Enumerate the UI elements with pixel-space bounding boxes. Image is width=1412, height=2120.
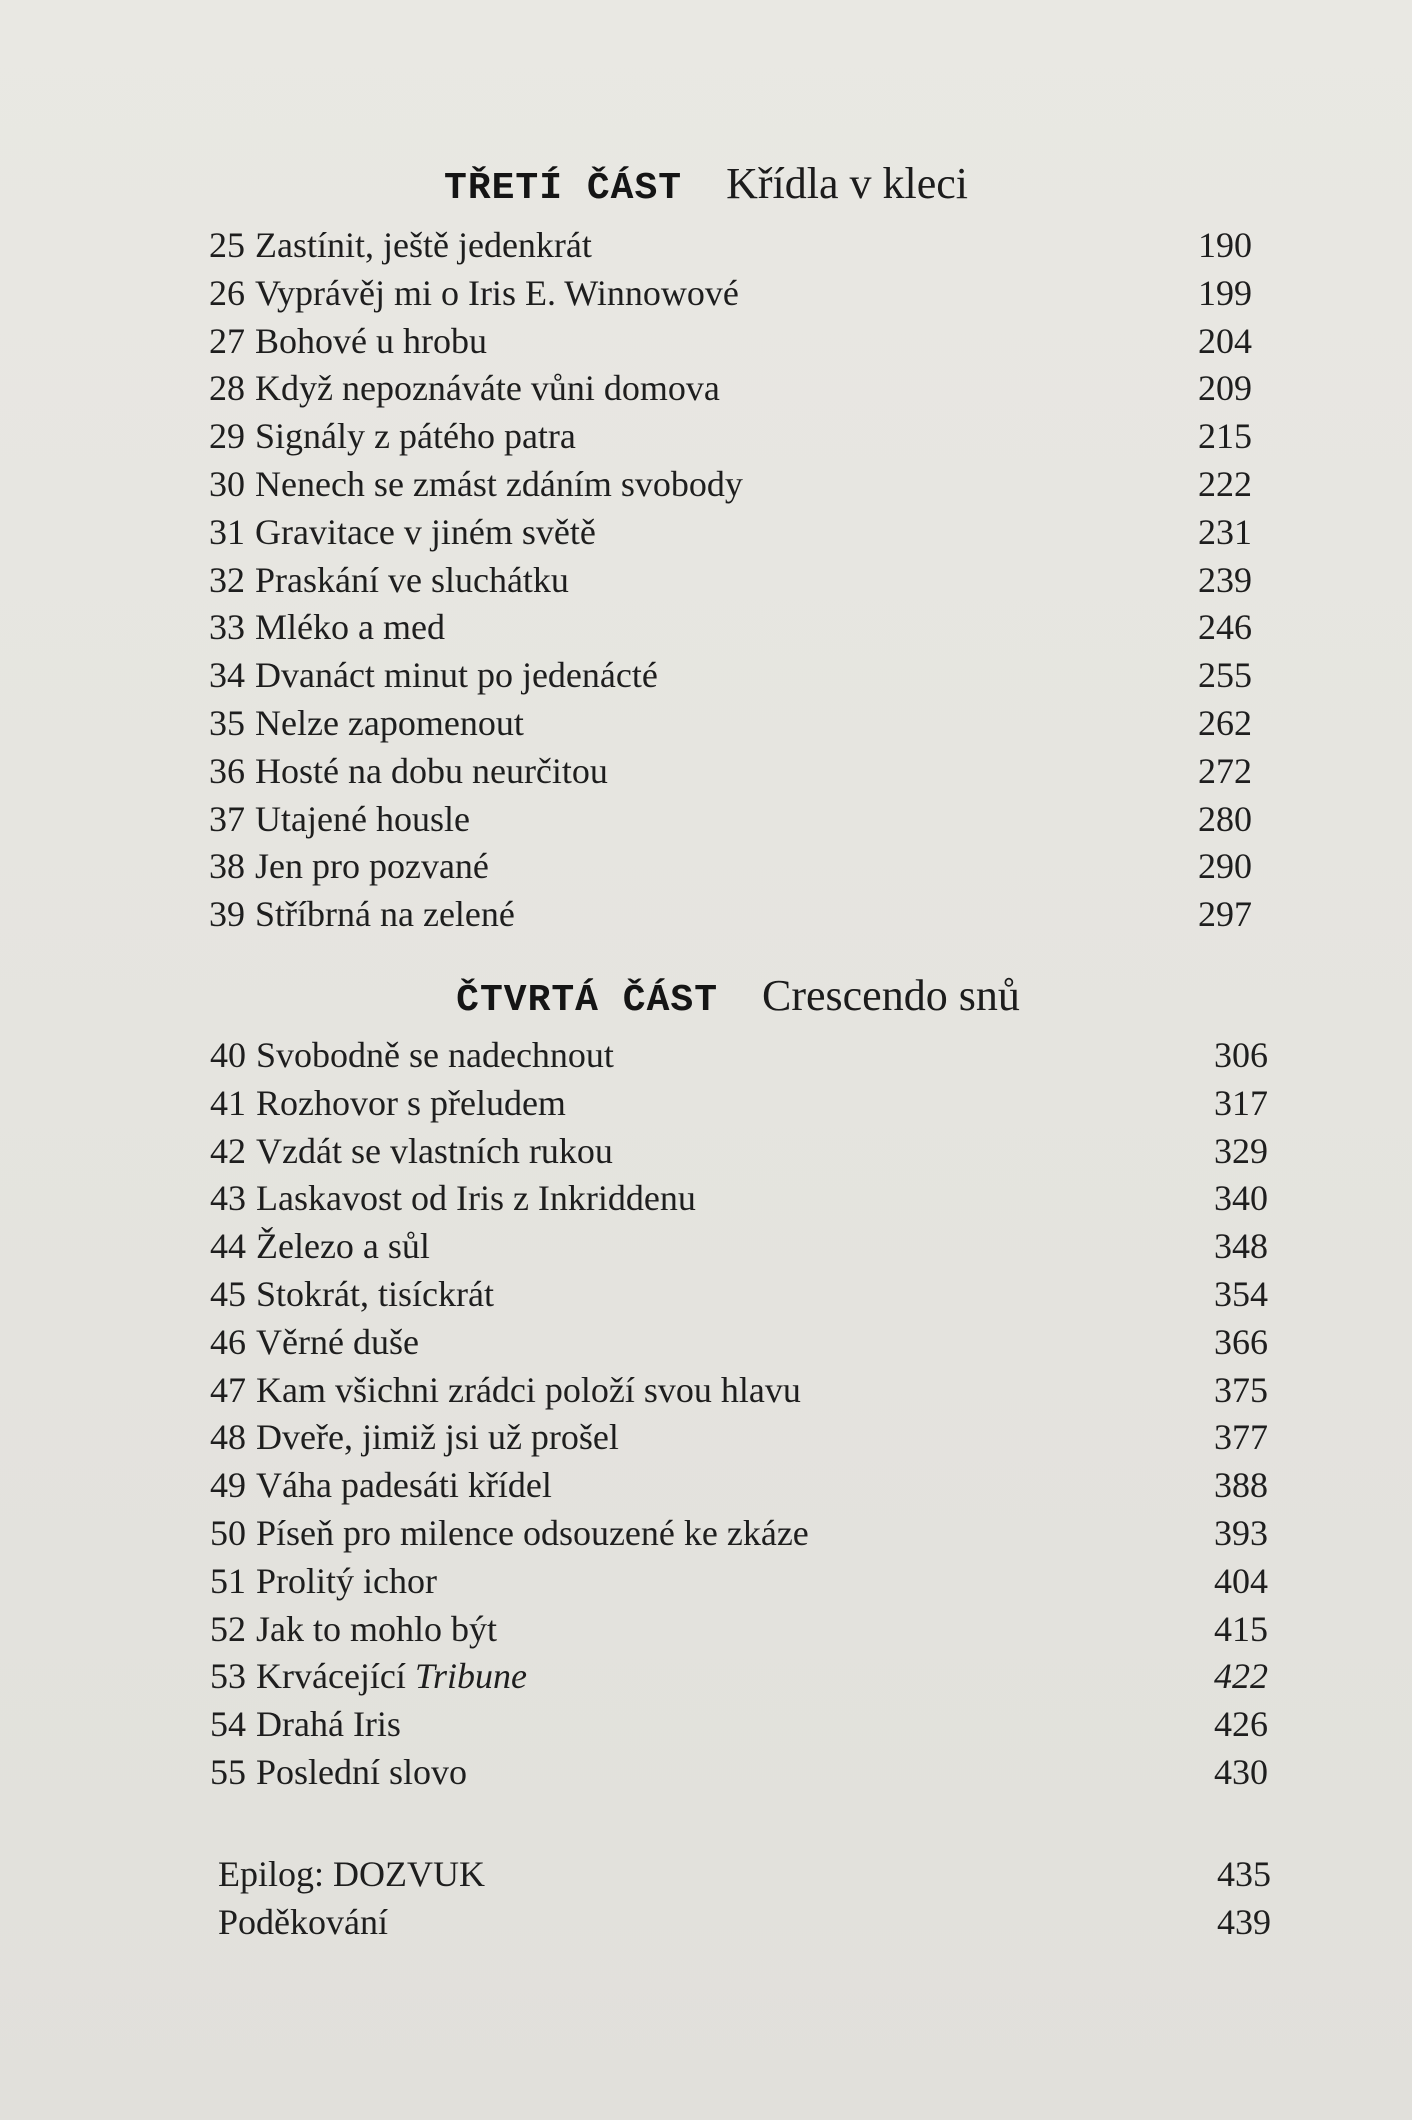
chapter-title: Rozhovor s přeludem [256, 1082, 566, 1123]
chapter-title: Stříbrná na zelené [255, 894, 515, 935]
chapter-number: 40 [210, 1035, 246, 1075]
chapter-title: Mléko a med [255, 607, 445, 648]
chapter-number: 39 [209, 894, 245, 935]
part4-label: ČTVRTÁ ČÁST [456, 979, 718, 1022]
chapter-number: 50 [210, 1512, 246, 1553]
page-number: 239 [1198, 559, 1252, 600]
toc-entry [210, 1175, 1268, 1223]
toc-entry [210, 1510, 1268, 1558]
chapter-title: Vyprávěj mi o Iris E. Winnowové [255, 272, 739, 313]
toc-entry [210, 1558, 1268, 1606]
page-number: 231 [1198, 511, 1252, 552]
chapter-title: Stokrát, tisíckrát [256, 1273, 494, 1314]
toc-entry [209, 843, 1252, 891]
toc-entry [209, 557, 1252, 605]
chapter-title: Poslední slovo [256, 1751, 468, 1792]
part3-title: Křídla v kleci [726, 159, 968, 208]
chapter-title: Utajené housle [255, 798, 470, 839]
page-number: 290 [1198, 846, 1252, 887]
toc-entry [210, 1319, 1268, 1367]
chapter-number: 45 [210, 1273, 246, 1314]
toc-entry [218, 1851, 1271, 1899]
page-number: 204 [1198, 320, 1252, 361]
chapter-title: Laskavost od Iris z Inkriddenu [256, 1178, 696, 1219]
chapter-title: Píseň pro milence odsouzené ke zkáze [256, 1512, 809, 1553]
chapter-title: Věrné duše [256, 1321, 419, 1362]
page-number: 354 [1214, 1273, 1268, 1314]
page-number: 215 [1198, 416, 1252, 457]
toc-entry [209, 509, 1252, 557]
chapter-title: Vzdát se vlastních rukou [256, 1130, 613, 1171]
chapter-number: 43 [210, 1178, 246, 1219]
chapter-title: Drahá Iris [256, 1704, 401, 1745]
chapter-number: 31 [209, 511, 245, 552]
toc-entry [209, 222, 1252, 270]
chapter-title: Prolitý ichor [256, 1560, 437, 1601]
page-number: 317 [1214, 1082, 1268, 1123]
page-number: 415 [1214, 1608, 1268, 1649]
toc-entry [210, 1080, 1268, 1128]
chapter-title: Gravitace v jiném světě [255, 511, 596, 552]
chapter-number: 42 [210, 1130, 246, 1171]
page-number: 262 [1198, 702, 1252, 743]
chapter-number: 52 [210, 1608, 246, 1649]
toc-entry [210, 1367, 1268, 1415]
chapter-number: 29 [209, 416, 245, 457]
page-number: 348 [1214, 1226, 1268, 1267]
page-number: 209 [1198, 368, 1252, 409]
part4-title: Crescendo snů [762, 971, 1020, 1020]
chapter-title: Krvácející [256, 1656, 406, 1697]
page-number: 388 [1214, 1465, 1268, 1506]
toc-entry [210, 1653, 1268, 1701]
toc-entry [209, 748, 1252, 796]
chapter-number: 38 [209, 846, 245, 887]
toc-entry [210, 1128, 1268, 1176]
chapter-title: Dvanáct minut po jedenácté [255, 655, 658, 696]
chapter-number: 25 [209, 225, 245, 265]
page-number: 435 [1217, 1854, 1271, 1894]
chapter-number: 47 [210, 1369, 246, 1410]
page-number: 393 [1214, 1512, 1268, 1553]
chapter-title: Kam všichni zrádci položí svou hlavu [256, 1369, 801, 1410]
part4-header [0, 970, 1412, 1022]
toc-entry [210, 1749, 1268, 1797]
page-number: 190 [1198, 225, 1252, 265]
extras-toc-list [218, 1851, 1271, 1947]
chapter-number: 49 [210, 1465, 246, 1506]
chapter-title: Poděkování [218, 1901, 388, 1942]
toc-entry [209, 365, 1252, 413]
chapter-number: 35 [209, 702, 245, 743]
page-number: 246 [1198, 607, 1252, 648]
chapter-number: 46 [210, 1321, 246, 1362]
chapter-number: 48 [210, 1417, 246, 1458]
chapter-number: 41 [210, 1082, 246, 1123]
page-number: 340 [1214, 1178, 1268, 1219]
chapter-title: Váha padesáti křídel [256, 1465, 552, 1506]
page-number: 280 [1198, 798, 1252, 839]
chapter-title: Bohové u hrobu [255, 320, 487, 361]
toc-entry [209, 796, 1252, 844]
page-number: 297 [1198, 894, 1252, 935]
chapter-number: 32 [209, 559, 245, 600]
part4-toc-list [210, 1032, 1268, 1797]
toc-entry [209, 700, 1252, 748]
toc-entry [209, 652, 1252, 700]
chapter-number: 37 [209, 798, 245, 839]
toc-entry [209, 604, 1252, 652]
toc-entry [218, 1899, 1271, 1947]
toc-entry [210, 1223, 1268, 1271]
toc-entry [209, 270, 1252, 318]
chapter-title: Epilog: DOZVUK [218, 1854, 485, 1894]
toc-entry [209, 413, 1252, 461]
chapter-title: Nelze zapomenout [255, 702, 524, 743]
chapter-number: 27 [209, 320, 245, 361]
chapter-title: Signály z pátého patra [255, 416, 576, 457]
page-number: 422 [1214, 1656, 1268, 1697]
chapter-number: 53 [210, 1656, 246, 1697]
toc-entry [210, 1701, 1268, 1749]
chapter-title-italic: Tribune [414, 1656, 527, 1697]
page-number: 375 [1214, 1369, 1268, 1410]
toc-entry [209, 461, 1252, 509]
chapter-number: 36 [209, 750, 245, 791]
chapter-number: 30 [209, 463, 245, 504]
toc-entry [210, 1414, 1268, 1462]
chapter-title: Svobodně se nadechnout [256, 1035, 614, 1075]
toc-entry [210, 1606, 1268, 1654]
chapter-number: 34 [209, 655, 245, 696]
part3-toc-list [209, 222, 1252, 939]
chapter-number: 26 [209, 272, 245, 313]
part3-header [0, 158, 1412, 210]
chapter-title: Dveře, jimiž jsi už prošel [256, 1417, 619, 1458]
chapter-title: Jak to mohlo být [256, 1608, 497, 1649]
chapter-number: 51 [210, 1560, 246, 1601]
page-number: 306 [1214, 1035, 1268, 1075]
chapter-number: 54 [210, 1704, 246, 1745]
page-number: 439 [1217, 1901, 1271, 1942]
chapter-number: 33 [209, 607, 245, 648]
chapter-number: 55 [210, 1751, 246, 1792]
part3-label: TŘETÍ ČÁST [444, 167, 683, 210]
page-number: 272 [1198, 750, 1252, 791]
chapter-title: Když nepoznáváte vůni domova [255, 368, 720, 409]
page-number: 255 [1198, 655, 1252, 696]
page-number: 404 [1214, 1560, 1268, 1601]
toc-entry [210, 1032, 1268, 1080]
toc-entry [210, 1271, 1268, 1319]
page-number: 199 [1198, 272, 1252, 313]
chapter-number: 28 [209, 368, 245, 409]
page-number: 329 [1214, 1130, 1268, 1171]
chapter-title: Nenech se zmást zdáním svobody [255, 463, 743, 504]
toc-entry [210, 1462, 1268, 1510]
chapter-title: Jen pro pozvané [255, 846, 489, 887]
page-number: 426 [1214, 1704, 1268, 1745]
page-number: 222 [1198, 463, 1252, 504]
chapter-title: Zastínit, ještě jedenkrát [255, 225, 592, 265]
toc-entry [209, 891, 1252, 939]
page-number: 377 [1214, 1417, 1268, 1458]
chapter-title: Hosté na dobu neurčitou [255, 750, 608, 791]
chapter-title: Praskání ve sluchátku [255, 559, 569, 600]
page-number: 366 [1214, 1321, 1268, 1362]
toc-entry [209, 318, 1252, 366]
chapter-title: Železo a sůl [256, 1226, 430, 1267]
page-number: 430 [1214, 1751, 1268, 1792]
chapter-number: 44 [210, 1226, 246, 1267]
